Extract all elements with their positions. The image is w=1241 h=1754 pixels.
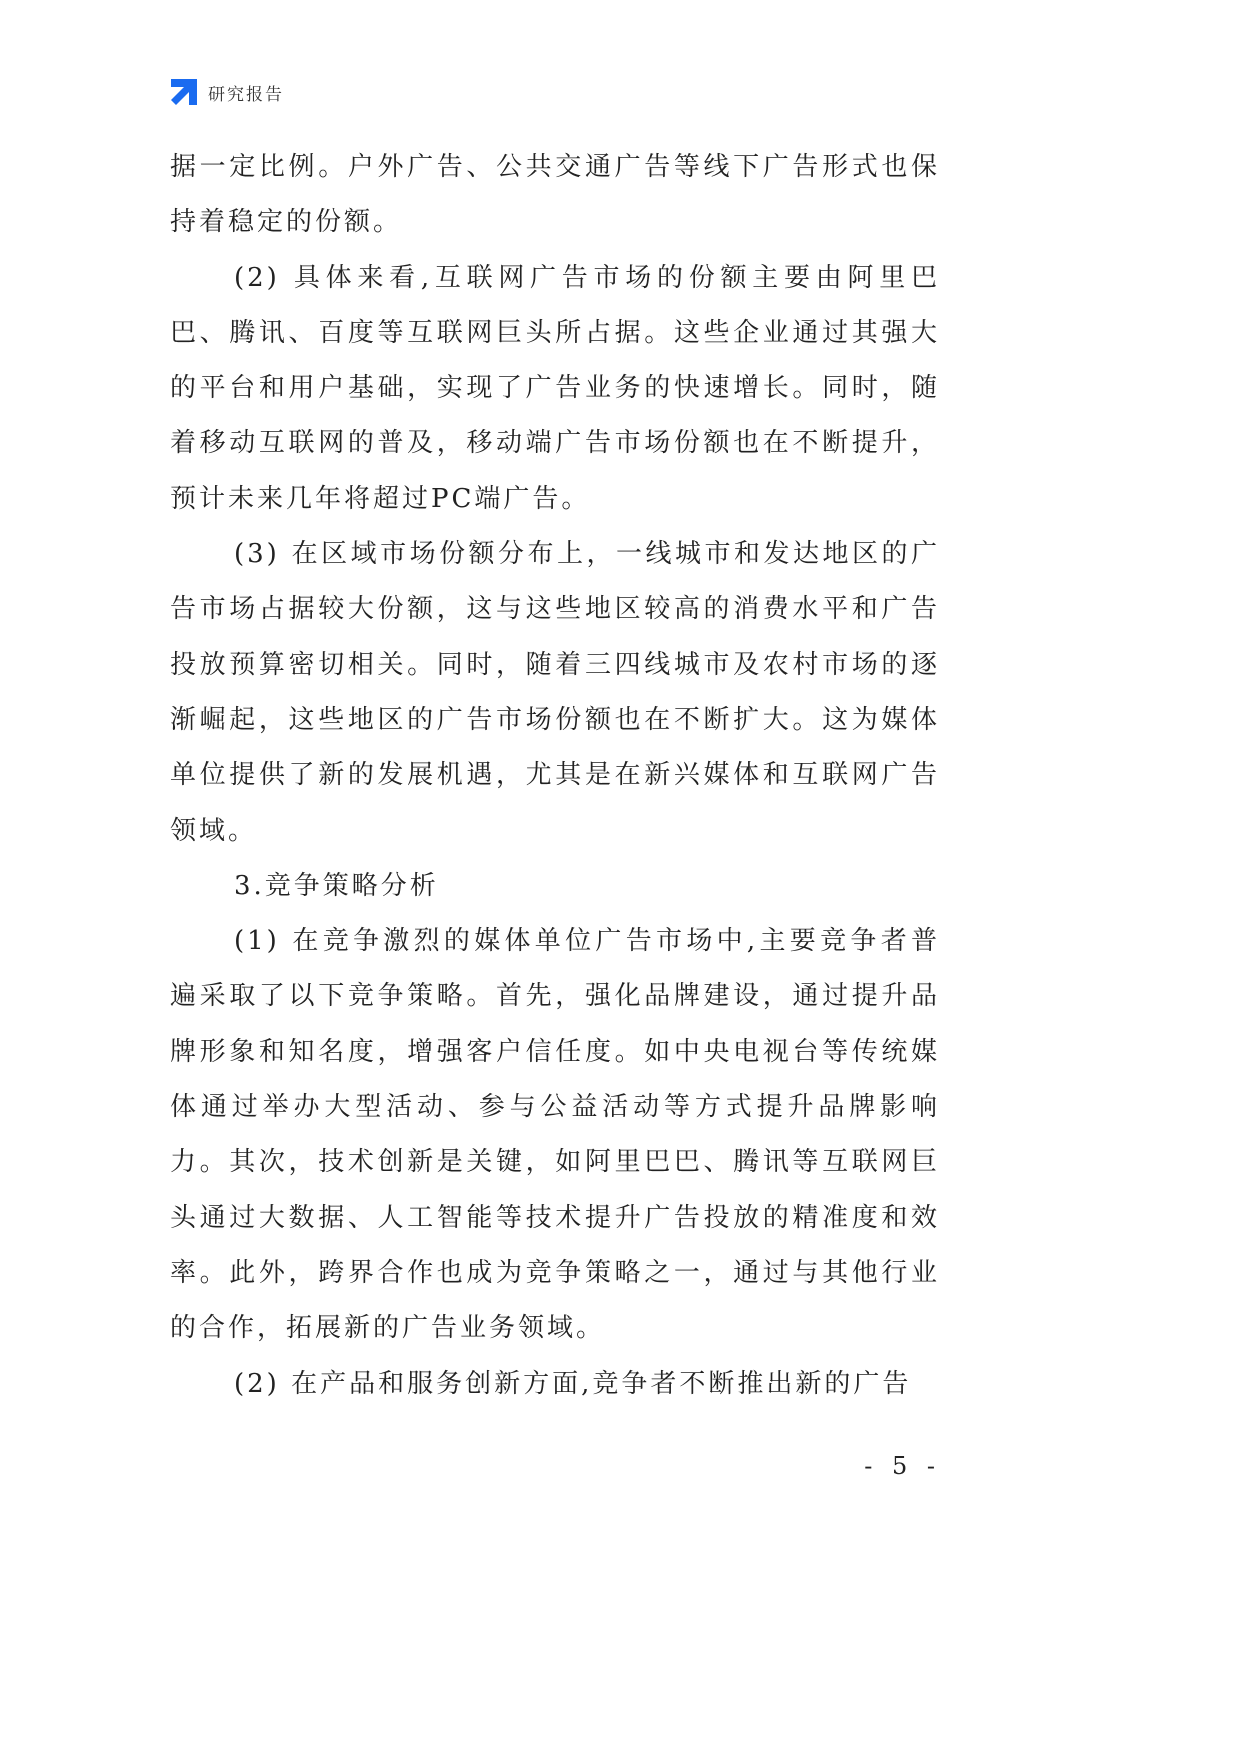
body-paragraph: 据一定比例。户外广告、公共交通广告等线下广告形式也保持着稳定的份额。 xyxy=(170,152,940,238)
document-body xyxy=(170,140,940,1412)
body-paragraph: (3) 在区域市场份额分布上，一线城市和发达地区的广告市场占据较大份额，这与这些地区较高的消费水平和广告投放预算密切相关。同时，随着三四线城市及农村市场的逐渐崛起，这些地区的广告市场份额也在不断扩大。这为媒体单位提供了新的发展机遇，尤其是在新兴媒体和互联网广告领域。 xyxy=(170,539,940,846)
page-number: - 5 - xyxy=(864,1452,941,1480)
body-paragraph: (2) 具体来看,互联网广告市场的份额主要由阿里巴巴、腾讯、百度等互联网巨头所占据。这些企业通过其强大的平台和用户基础，实现了广告业务的快速增长。同时，随着移动互联网的普及，移动端广告市场份额也在不断提升，预计未来几年将超过PC端广告。 xyxy=(170,262,940,514)
body-paragraph: (1) 在竞争激烈的媒体单位广告市场中,主要竞争者普遍采取了以下竞争策略。首先，强化品牌建设，通过提升品牌形象和知名度，增强客户信任度。如中央电视台等传统媒体通过举办大型活动、参与公益活动等方式提升品牌影响力。其次，技术创新是关键，如阿里巴巴、腾讯等互联网巨头通过大数据、人工智能等技术提升广告投放的精准度和效率。此外，跨界合作也成为竞争策略之一，通过与其他行业的合作，拓展新的广告业务领域。 xyxy=(170,926,940,1344)
arrow-up-right-logo-icon xyxy=(170,78,198,106)
header-title: 研究报告 xyxy=(208,84,284,105)
body-paragraph: (2) 在产品和服务创新方面,竞争者不断推出新的广告 xyxy=(234,1368,912,1399)
body-paragraph: 3.竞争策略分析 xyxy=(234,870,439,901)
page-header xyxy=(170,78,284,106)
